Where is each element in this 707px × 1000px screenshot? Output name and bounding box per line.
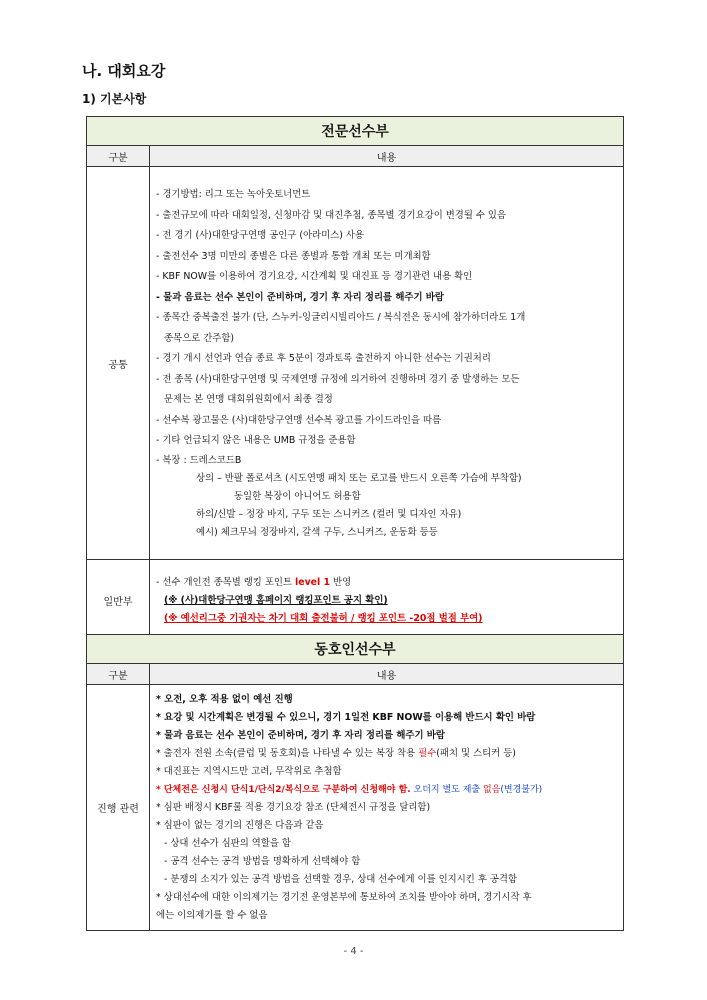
- progress-content: [150, 685, 624, 931]
- progress-line: 에는 이의제기를 할 수 없음: [156, 910, 268, 921]
- common-line: - 출전선수 3명 미만의 종별은 다른 종별과 통합 개최 또는 미개최함: [156, 250, 431, 262]
- general-line: [156, 574, 619, 592]
- progress-line-text: * 출전자 전원 소속(클럽 및 동호회)을 나타낼 수 있는 복장 착용: [156, 748, 419, 759]
- progress-line: - 분쟁의 소지가 있는 공격 방법을 선택할 경우, 상대 선수에게 이를 인지시킨 후 공격함: [164, 874, 518, 885]
- progress-line: * 물과 음료는 선수 본인이 준비하며, 경기 후 자리 정리를 해주기 바람: [156, 730, 445, 741]
- pro-col-content: 내용: [150, 146, 624, 167]
- amateur-division-table: [86, 634, 624, 931]
- common-line: - 전 종목 (사)대한당구연맹 및 국제연맹 규정에 의거하여 진행하며 경기 중 발생하는 모든: [156, 373, 520, 385]
- common-line: 하의/신발 – 정장 바지, 구두 또는 스니커즈 (컬러 및 디자인 자유): [196, 508, 462, 520]
- no-change-text: (변경불가): [500, 785, 543, 795]
- page-number: - 4 -: [343, 946, 364, 957]
- common-line: - 경기 개시 선언과 연습 종료 후 5분이 경과토록 출전하지 아니한 선수는 기권처리: [156, 353, 491, 365]
- common-line: - 경기방법: 리그 또는 녹아웃토너먼트: [156, 189, 311, 201]
- progress-line: * 심판이 없는 경기의 진행은 다음과 같음: [156, 820, 324, 831]
- progress-label: 진행 관련: [87, 685, 150, 931]
- order-sheet-text: 오더지 별도 제출: [410, 785, 483, 795]
- amateur-col-content: 내용: [150, 664, 624, 685]
- pro-division-title: 전문선수부: [87, 117, 624, 146]
- common-line: 종목으로 간주함): [164, 332, 235, 344]
- common-line: - 전 경기 (사)대한당구연맹 공인구 (아라미스) 사용: [156, 230, 364, 242]
- common-line: - 물과 음료는 선수 본인이 준비하며, 경기 후 자리 정리를 해주기 바람: [156, 291, 444, 303]
- common-line: 문제는 본 연맹 대회위원회에서 최종 결정: [164, 394, 333, 406]
- progress-line: * 대진표는 지역시드만 고려, 무작위로 추첨함: [156, 766, 342, 777]
- common-line: - 복장 : 드레스코드B: [156, 454, 242, 466]
- pro-division-table: [86, 116, 624, 642]
- common-content: [150, 167, 624, 560]
- common-line: - 선수복 광고물은 (사)대한당구연맹 선수복 광고를 가이드라인을 따름: [156, 414, 442, 426]
- common-line: 상의 – 반팔 폴로셔츠 (시도연맹 패치 또는 로고를 반드시 오른쪽 가슴에 부착함): [196, 472, 522, 484]
- general-label: 일반부: [87, 560, 150, 642]
- general-line-warning: (※ 예선리그중 기권자는 차기 대회 출전불허 / 랭킹 포인트 -20점 벌점 부여): [164, 613, 483, 624]
- none-text: 없음: [483, 785, 501, 795]
- amateur-division-title: 동호인선수부: [87, 635, 624, 664]
- section-heading: 나. 대회요강: [82, 62, 166, 80]
- general-line-text: 반영: [330, 577, 352, 588]
- progress-line: [156, 781, 619, 799]
- progress-line: - 공격 선수는 공격 방법을 명확하게 선택해야 함: [164, 856, 361, 867]
- progress-line: [156, 745, 619, 763]
- amateur-col-category: 구분: [87, 664, 150, 685]
- progress-line: * 상대선수에 대한 이의제기는 경기전 운영본부에 통보하여 조치를 받아야 하며, 경기시작 후: [156, 892, 532, 903]
- common-line: - 기타 언급되지 않은 내용은 UMB 규정을 준용함: [156, 435, 356, 447]
- pro-col-category: 구분: [87, 146, 150, 167]
- team-rule-text: * 단체전은 신청시 단식1/단식2/복식으로 구분하여 신청해야 함.: [156, 785, 411, 795]
- common-line: 동일한 복장이 아니어도 허용함: [234, 490, 361, 502]
- required-text: 필수: [418, 748, 437, 759]
- common-line: - KBF NOW를 이용하여 경기요강, 시간계획 및 대진표 등 경기관련 내용 확인: [156, 271, 473, 283]
- common-line: 예시) 체크무늬 정장바지, 갈색 구두, 스니커즈, 운동화 등등: [196, 526, 438, 538]
- progress-line: * 심판 배정시 KBF룰 적용 경기요강 참조 (단체전시 규정을 달리함): [156, 802, 431, 813]
- common-label: 공통: [87, 167, 150, 560]
- general-line: (※ (사)대한당구연맹 홈페이지 랭킹포인트 공지 확인): [164, 595, 388, 606]
- common-line: - 종목간 중복출전 불가 (단, 스누커-잉글리시빌리아드 / 복식전은 동시에 참가하더라도 1개: [156, 312, 526, 324]
- progress-line-text: (패치 및 스티커 등): [436, 748, 516, 759]
- ranking-level: level 1: [295, 577, 331, 588]
- progress-line: * 요강 및 시간계획은 변경될 수 있으니, 경기 1일전 KBF NOW를 이용해 반드시 확인 바람: [156, 712, 536, 723]
- common-line: - 출전규모에 따라 대회일정, 신청마감 및 대진추첨, 종목별 경기요강이 변경될 수 있음: [156, 209, 507, 221]
- progress-line: - 상대 선수가 심판의 역할을 함: [164, 838, 291, 849]
- general-line-text: - 선수 개인전 종목별 랭킹 포인트: [156, 577, 295, 588]
- general-content: [150, 560, 624, 642]
- subsection-heading: 1) 기본사항: [82, 92, 147, 106]
- progress-line: * 오전, 오후 적용 없이 예선 진행: [156, 694, 293, 705]
